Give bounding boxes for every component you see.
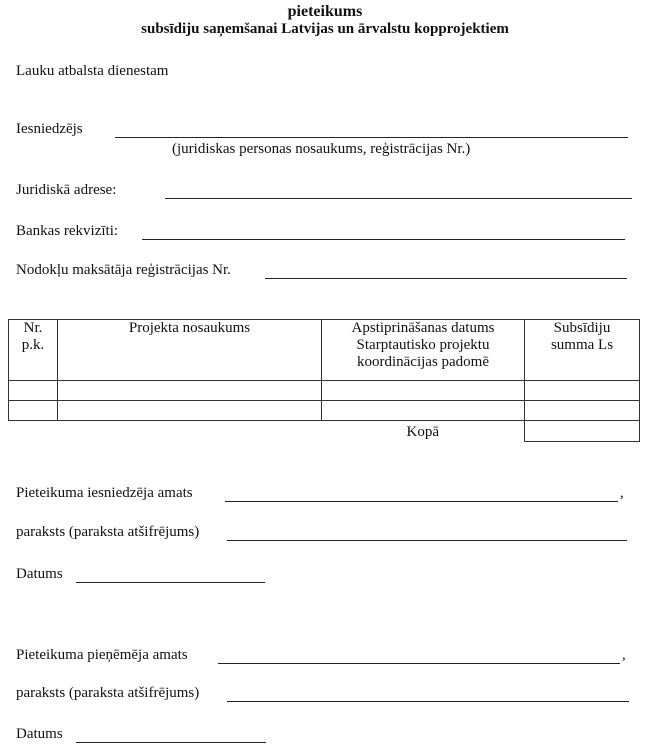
table-header-row xyxy=(9,320,640,381)
col-header-date: Apstiprināšanas datums Starptautisko projektu koordinācijas padomē xyxy=(322,320,525,381)
col-header-nr: Nr. p.k. xyxy=(9,320,58,381)
receiver-date-field[interactable] xyxy=(76,742,266,743)
submitter-date-field[interactable] xyxy=(76,582,265,583)
cell[interactable] xyxy=(9,381,58,401)
applicant-label: Iesniedzējs xyxy=(16,121,83,137)
legal-address-label: Juridiskā adrese: xyxy=(16,182,117,198)
cell[interactable] xyxy=(9,401,58,421)
receiver-date-label: Datums xyxy=(16,726,63,742)
submitter-signature-label: paraksts (paraksta atšifrējums) xyxy=(16,524,200,540)
cell[interactable] xyxy=(525,401,640,421)
comma: , xyxy=(622,647,626,663)
projects-table xyxy=(8,319,640,442)
bank-label: Bankas rekvizīti: xyxy=(16,223,119,239)
submitter-signature-field[interactable] xyxy=(227,540,627,541)
submitter-date-label: Datums xyxy=(16,566,63,582)
cell[interactable] xyxy=(525,381,640,401)
receiver-position-field[interactable] xyxy=(218,663,620,664)
cell[interactable] xyxy=(322,401,525,421)
comma: , xyxy=(620,485,624,501)
col-header-amount: Subsīdiju summa Ls xyxy=(525,320,640,381)
submitter-position-label: Pieteikuma iesniedzēja amats xyxy=(16,485,193,501)
bank-field[interactable] xyxy=(142,239,625,240)
cell[interactable] xyxy=(58,381,322,401)
form-title: pieteikums xyxy=(287,3,363,20)
col-header-project: Projekta nosaukums xyxy=(58,320,322,381)
submitter-position-field[interactable] xyxy=(225,501,618,502)
receiver-position-label: Pieteikuma pieņēmēja amats xyxy=(16,647,188,663)
cell[interactable] xyxy=(322,381,525,401)
table-row xyxy=(9,401,640,421)
legal-address-field[interactable] xyxy=(165,198,632,199)
tax-reg-label: Nodokļu maksātāja reģistrācijas Nr. xyxy=(16,262,231,278)
total-label: Kopā xyxy=(406,424,439,440)
total-row xyxy=(9,421,640,442)
form-subtitle: subsīdiju saņemšanai Latvijas un ārvalstu kopprojektiem xyxy=(141,21,509,37)
total-cell[interactable] xyxy=(525,421,640,442)
addressee: Lauku atbalsta dienestam xyxy=(16,63,169,79)
table-row xyxy=(9,381,640,401)
applicant-hint: (juridiskas personas nosaukums, reģistrācijas Nr.) xyxy=(172,141,471,157)
cell[interactable] xyxy=(58,401,322,421)
receiver-signature-field[interactable] xyxy=(227,701,629,702)
applicant-field[interactable] xyxy=(115,137,628,138)
receiver-signature-label: paraksts (paraksta atšifrējums) xyxy=(16,685,200,701)
tax-reg-field[interactable] xyxy=(265,278,627,279)
